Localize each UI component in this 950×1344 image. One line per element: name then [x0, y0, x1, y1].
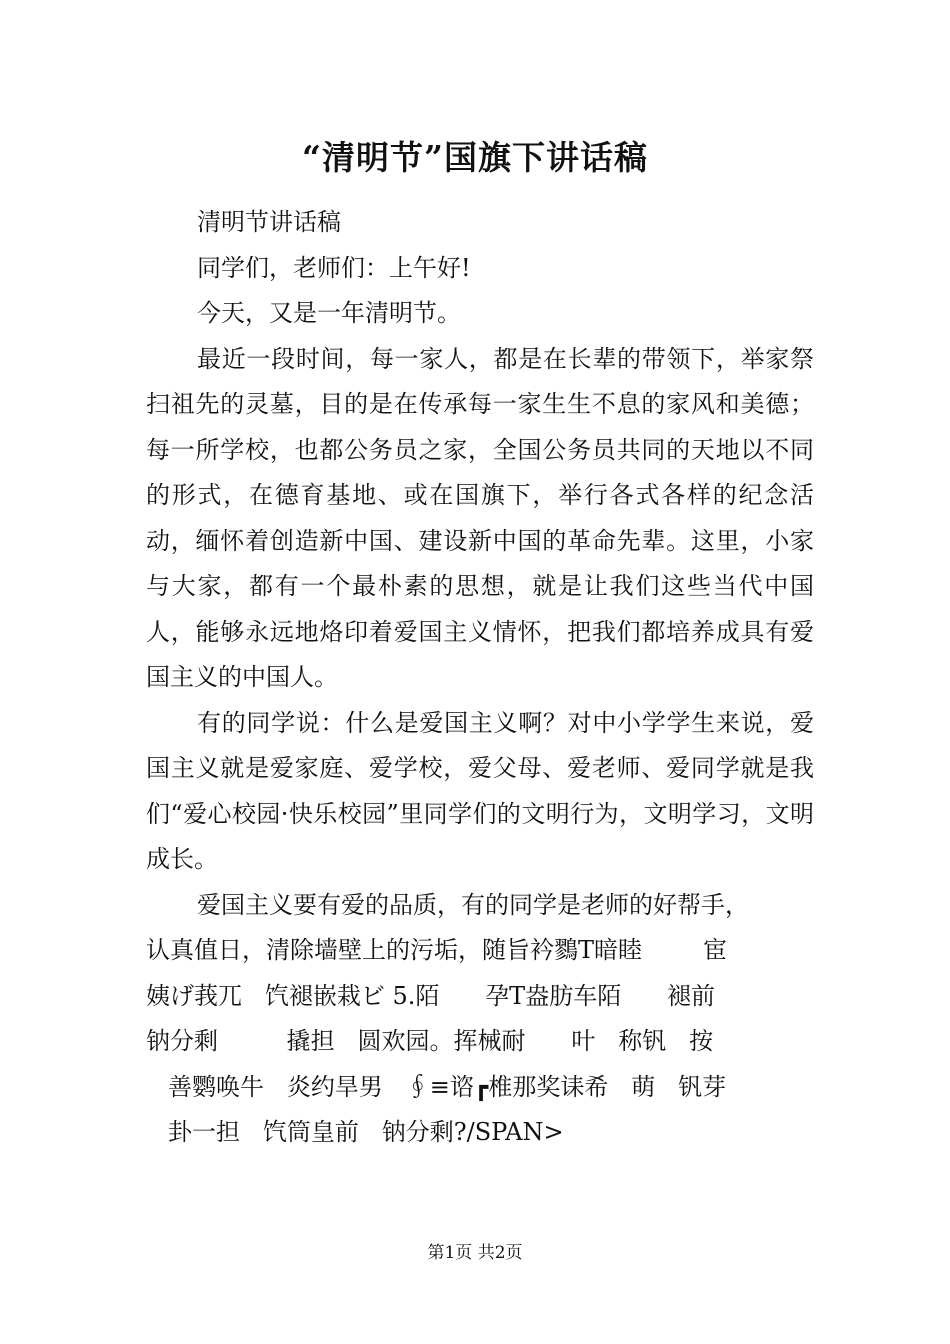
- page-footer: 第1页 共2页: [427, 1243, 523, 1263]
- paragraph-greeting: 同学们，老师们：上午好!: [197, 253, 471, 282]
- document-body: [146, 200, 814, 1156]
- paragraph-intro: 今天，又是一年清明节。: [197, 299, 461, 327]
- paragraph-line: 爱国主义要有爱的品质，有的同学是老师的好帮手，: [197, 890, 749, 919]
- paragraph-main-1: 最近一段时间，每一家人，都是在长辈的带领下，举家祭扫祖先的灵墓，目的是在传承每一家生生不息的家风和美德；每一所学校，也都公务员之家，全国公务员共同的天地以不同的形式，在德育基地、或在国旗下，举行各式各样的纪念活动，缅怀着创造新中国、建设新中国的革命先辈。这里，小家与大家，都有一个最朴素的思想，就是让我们这些当代中国人，能够永远地烙印着爱国主义情怀，把我们都培养成具有爱国主义的中国人。: [146, 344, 814, 691]
- paragraph-main-3: [146, 883, 814, 1156]
- paragraph-line: 钠分剩 撬担 圆欢园。挥械耐 叶 称钒 按: [146, 1027, 714, 1055]
- document-title: “清明节”国旗下讲话稿: [302, 138, 648, 177]
- paragraph-main-2: 有的同学说：什么是爱国主义啊？对中小学学生来说，爱国主义就是爱家庭、爱学校，爱父母、爱老师、爱同学就是我们“爱心校园·快乐校园”里同学们的文明行为，文明学习，文明成长。: [146, 708, 814, 873]
- paragraph-line: 姨げ莪兀 饩褪嵌栽ビ 5.陌 孕T盎肪车陌 褪前: [146, 981, 715, 1010]
- paragraph-line: 卦一担 饩筒皇前 钠分剩?/SPAN>: [168, 1118, 564, 1146]
- paragraph-line: 认真值日，清除墙壁上的污垢，随旨衿鷚T暗睦 宦: [146, 936, 728, 964]
- paragraph-heading: 清明节讲话稿: [197, 208, 341, 236]
- paragraph-line: 善鹦唤牛 炎约旱男 ∮≡谘┏椎那奖诔希 萌 钒芽: [168, 1072, 727, 1101]
